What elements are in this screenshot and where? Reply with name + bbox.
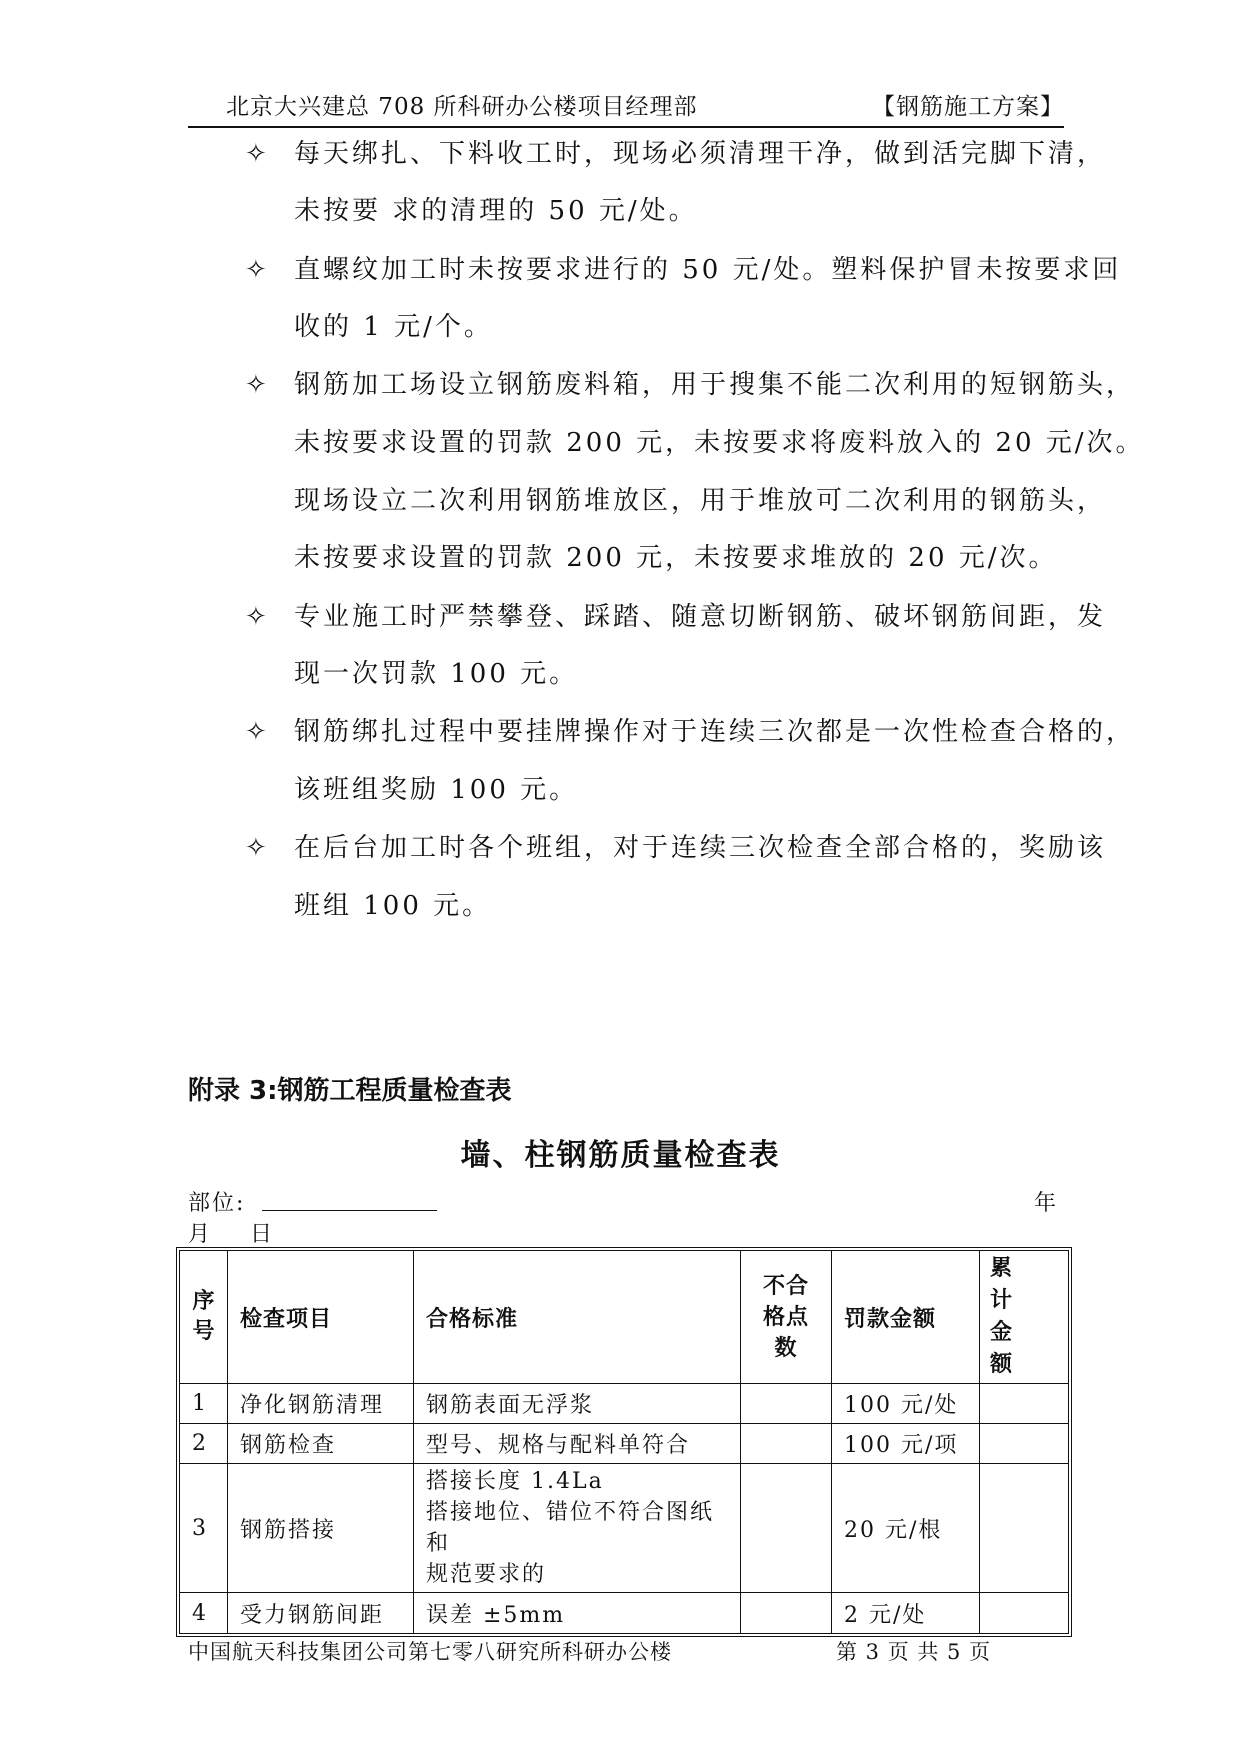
rule-text-line: 专业施工时严禁攀登、踩踏、随意切断钢筋、破坏钢筋间距，发 — [294, 602, 1107, 632]
rule-text-line: 未按要求设置的罚款 200 元，未按要求将废料放入的 20 元/次。 — [294, 428, 1145, 458]
rule-text-line: 收的 1 元/个。 — [294, 312, 493, 342]
row-standard: 钢筋表面无浮浆 — [414, 1384, 741, 1424]
row-fail-count — [741, 1593, 832, 1633]
day-label: 日 — [250, 1222, 275, 1247]
standard-line: 搭接长度 1.4La — [426, 1469, 604, 1494]
bullet-icon: ✧ — [245, 255, 267, 285]
appendix-title: 附录 3:钢筋工程质量检查表 — [188, 1076, 512, 1106]
month-label: 月 — [188, 1222, 213, 1247]
row-no: 1 — [180, 1384, 228, 1424]
location-label: 部位: — [188, 1191, 246, 1216]
rule-text-line: 钢筋加工场设立钢筋废料箱，用于搜集不能二次利用的短钢筋头， — [294, 370, 1136, 400]
bullet-icon: ✧ — [245, 139, 267, 169]
row-no: 3 — [180, 1464, 228, 1593]
header-fail-count: 不合格点数 — [741, 1251, 832, 1384]
rule-text-line: 未按要求设置的罚款 200 元，未按要求堆放的 20 元/次。 — [294, 543, 1058, 573]
rule-text-line: 班组 100 元。 — [294, 891, 492, 921]
row-total — [980, 1464, 1068, 1593]
table-header-row — [180, 1251, 1068, 1384]
header-project-name: 北京大兴建总 708 所科研办公楼项目经理部 — [226, 94, 698, 120]
header-serial: 序号 — [180, 1251, 228, 1384]
quality-check-table — [176, 1247, 1072, 1637]
bullet-icon: ✧ — [245, 602, 267, 632]
header-standard: 合格标准 — [414, 1251, 741, 1384]
table-row — [180, 1424, 1068, 1464]
rule-text-line: 直螺纹加工时未按要求进行的 50 元/处。塑料保护冒未按要求回 — [294, 255, 1122, 285]
row-penalty: 100 元/项 — [832, 1424, 980, 1464]
table-title: 墙、柱钢筋质量检查表 — [460, 1138, 781, 1173]
header-check-item: 检查项目 — [228, 1251, 414, 1384]
standard-line: 搭接地位、错位不符合图纸和 — [426, 1500, 715, 1556]
footer-page-number: 第 3 页 共 5 页 — [836, 1640, 992, 1664]
rule-text-line: 钢筋绑扎过程中要挂牌操作对于连续三次都是一次性检查合格的， — [294, 717, 1136, 747]
row-fail-count — [741, 1464, 832, 1593]
row-penalty: 2 元/处 — [832, 1593, 980, 1633]
header-document-title: 【钢筋施工方案】 — [872, 94, 1064, 120]
row-total — [980, 1384, 1068, 1424]
bullet-icon: ✧ — [245, 370, 267, 400]
rule-text-line: 在后台加工时各个班组，对于连续三次检查全部合格的，奖励该 — [294, 833, 1107, 863]
rule-text-line: 每天绑扎、下料收工时，现场必须清理干净，做到活完脚下清， — [294, 139, 1107, 169]
rule-text-line: 现场设立二次利用钢筋堆放区，用于堆放可二次利用的钢筋头， — [294, 486, 1107, 516]
header-total: 累 计 金 额 — [980, 1251, 1068, 1384]
standard-line: 规范要求的 — [426, 1562, 547, 1587]
bullet-icon: ✧ — [245, 717, 267, 747]
table-row — [180, 1384, 1068, 1424]
table-row — [180, 1464, 1068, 1593]
row-standard: 误差 ±5mm — [414, 1593, 741, 1633]
row-no: 2 — [180, 1424, 228, 1464]
row-penalty: 20 元/根 — [832, 1464, 980, 1593]
page-header — [188, 86, 1064, 128]
row-no: 4 — [180, 1593, 228, 1633]
row-standard: 型号、规格与配料单符合 — [414, 1424, 741, 1464]
row-item: 钢筋检查 — [228, 1424, 414, 1464]
row-item: 受力钢筋间距 — [228, 1593, 414, 1633]
row-item: 钢筋搭接 — [228, 1464, 414, 1593]
bullet-icon: ✧ — [245, 833, 267, 863]
year-label: 年 — [1034, 1191, 1059, 1216]
rule-text-line: 该班组奖励 100 元。 — [294, 775, 579, 805]
rule-text-line: 未按要 求的清理的 50 元/处。 — [294, 196, 698, 226]
row-fail-count — [741, 1424, 832, 1464]
header-penalty: 罚款金额 — [832, 1251, 980, 1384]
row-item: 净化钢筋清理 — [228, 1384, 414, 1424]
table-row — [180, 1593, 1068, 1633]
rule-text-line: 现一次罚款 100 元。 — [294, 659, 579, 689]
row-standard — [414, 1464, 741, 1593]
location-blank-line — [262, 1210, 437, 1211]
row-penalty: 100 元/处 — [832, 1384, 980, 1424]
footer-organization: 中国航天科技集团公司第七零八研究所科研办公楼 — [188, 1640, 672, 1664]
row-total — [980, 1424, 1068, 1464]
row-fail-count — [741, 1384, 832, 1424]
row-total — [980, 1593, 1068, 1633]
